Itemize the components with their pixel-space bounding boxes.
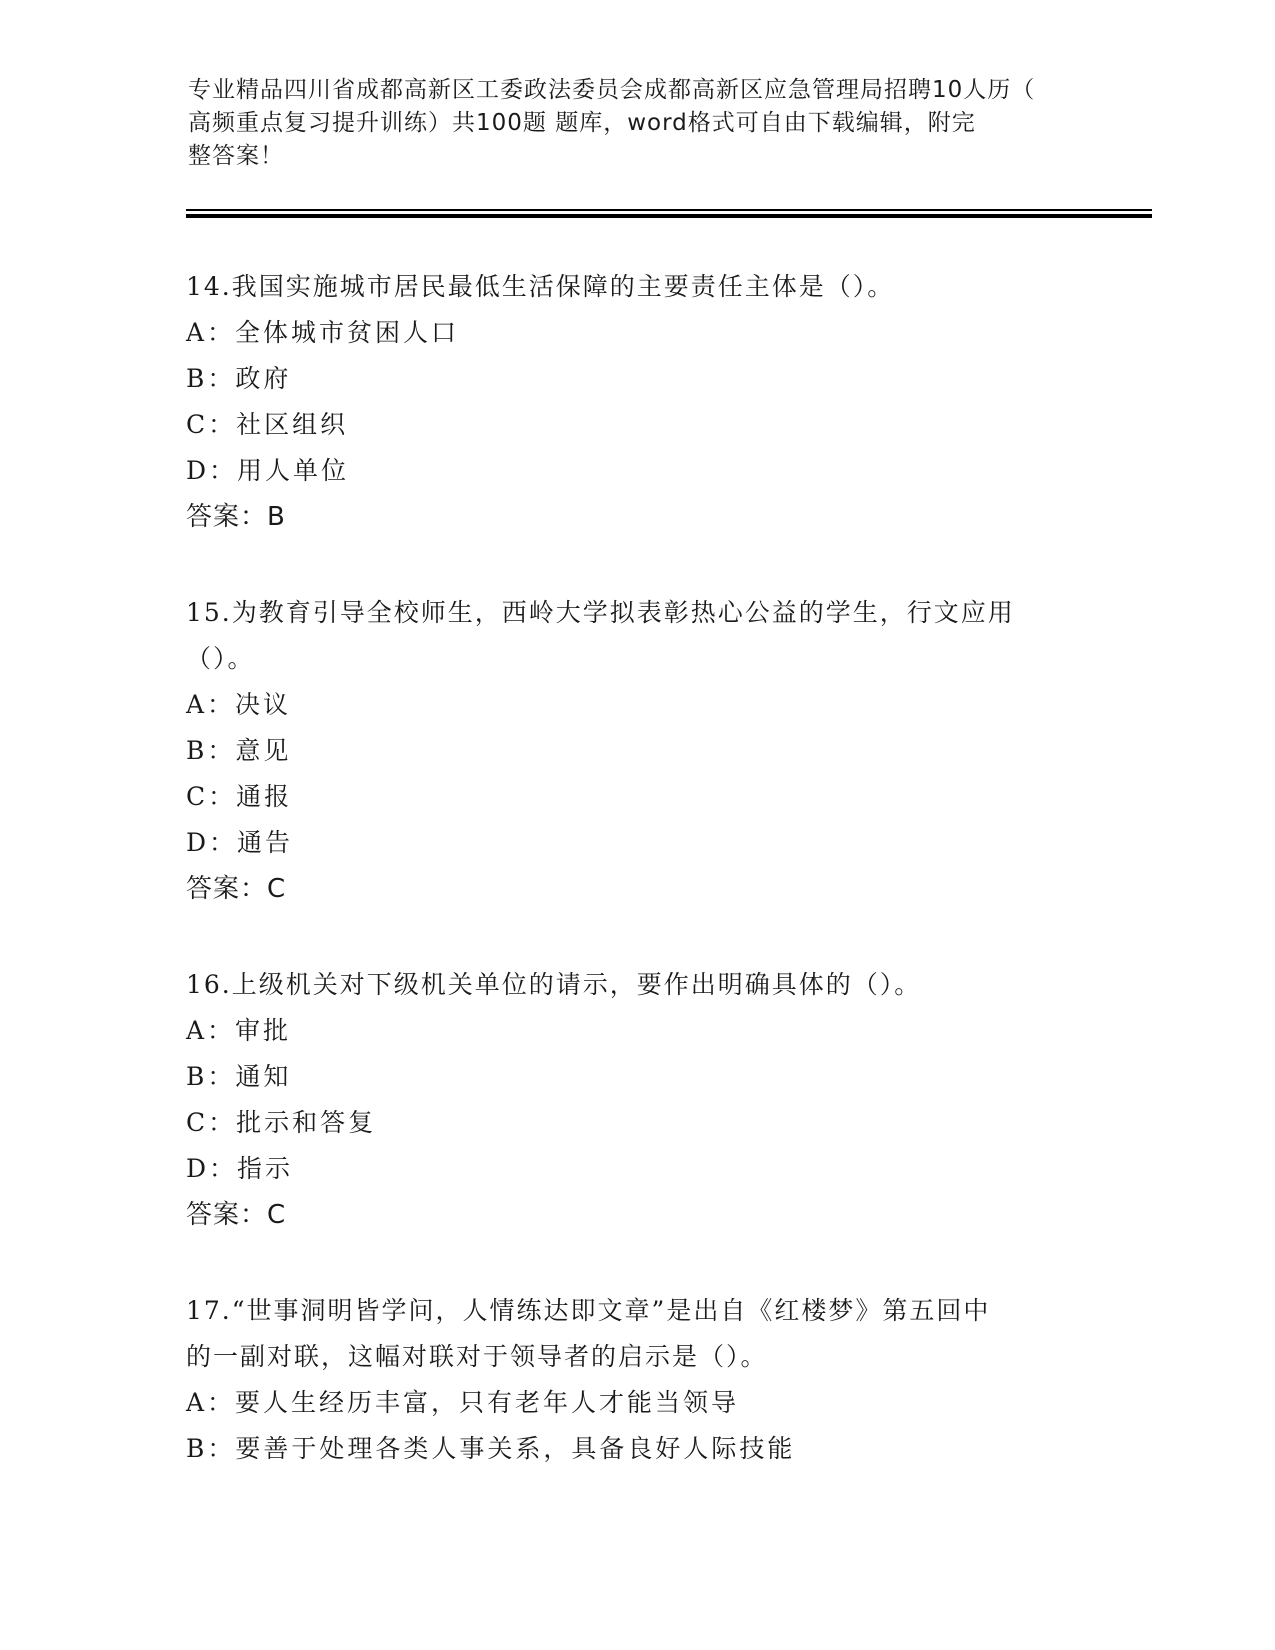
document-header — [188, 74, 1068, 173]
option-a: A：要人生经历丰富，只有老年人才能当领导 — [186, 1388, 740, 1417]
option-c: C：社区组织 — [186, 410, 349, 439]
option-d: D：通告 — [186, 828, 294, 857]
option-b: B：意见 — [186, 736, 292, 765]
option-c: C：批示和答复 — [186, 1108, 377, 1137]
question-stem-continued: 的一副对联，这幅对联对于领导者的启示是（）。 — [186, 1342, 768, 1371]
header-divider-thick — [186, 214, 1152, 218]
question-list — [186, 264, 1086, 1522]
question-stem: 14.我国实施城市居民最低生活保障的主要责任主体是（）。 — [186, 272, 895, 301]
option-b: B：要善于处理各类人事关系，具备良好人际技能 — [186, 1434, 796, 1463]
option-b: B：通知 — [186, 1062, 292, 1091]
question-17 — [186, 1288, 1086, 1472]
header-line: 整答案！ — [188, 143, 284, 169]
question-stem: 17.“世事洞明皆学问，人情练达即文章”是出自《红楼梦》第五回中 — [186, 1296, 991, 1325]
question-15 — [186, 590, 1086, 912]
option-d: D：指示 — [186, 1154, 294, 1183]
header-line: 高频重点复习提升训练）共100题 题库，word格式可自由下载编辑，附完 — [188, 110, 976, 136]
header-line: 专业精品四川省成都高新区工委政法委员会成都高新区应急管理局招聘10人历（ — [188, 77, 1036, 103]
question-16 — [186, 962, 1086, 1238]
question-stem: 16.上级机关对下级机关单位的请示，要作出明确具体的（）。 — [186, 970, 922, 999]
option-b: B：政府 — [186, 364, 292, 393]
option-a: A：全体城市贫困人口 — [186, 318, 460, 347]
answer-line: 答案：C — [186, 1200, 287, 1230]
option-c: C：通报 — [186, 782, 293, 811]
question-stem-continued: （）。 — [186, 644, 255, 673]
option-d: D：用人单位 — [186, 456, 350, 485]
question-14 — [186, 264, 1086, 540]
answer-line: 答案：B — [186, 502, 286, 532]
header-divider-thin — [186, 209, 1152, 211]
question-stem: 15.为教育引导全校师生，西岭大学拟表彰热心公益的学生，行文应用 — [186, 598, 1015, 627]
option-a: A：审批 — [186, 1016, 292, 1045]
answer-line: 答案：C — [186, 874, 287, 904]
option-a: A：决议 — [186, 690, 292, 719]
